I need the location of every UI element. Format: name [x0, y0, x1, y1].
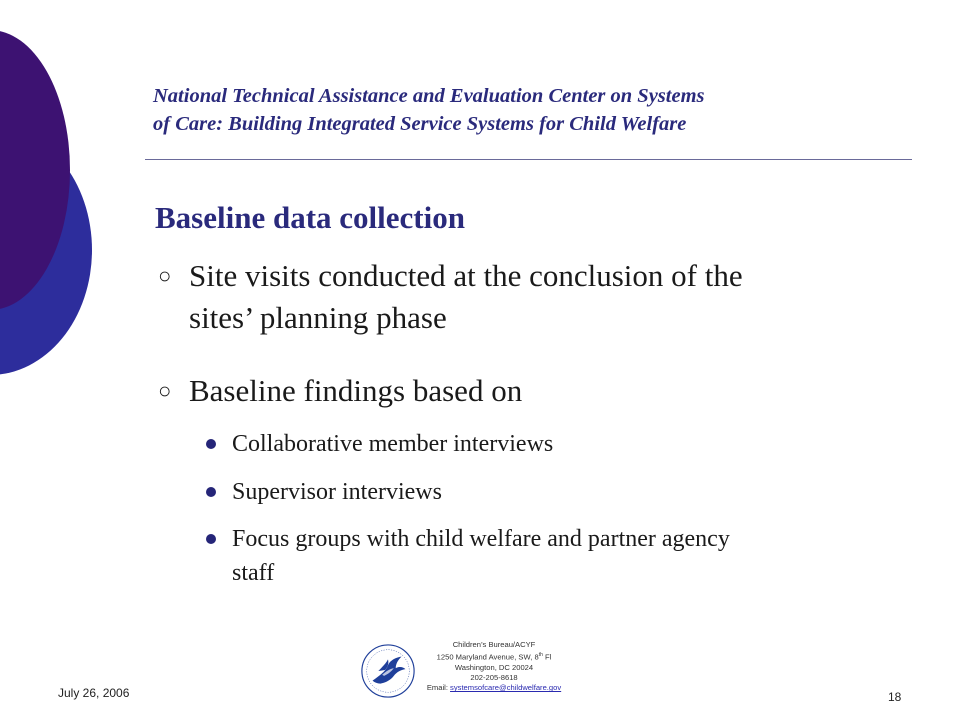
- slide-title: Baseline data collection: [155, 200, 465, 235]
- contact-info: [394, 640, 594, 694]
- contact-line4: 202-205-8618: [470, 673, 518, 683]
- contact-address-floor: Fl: [542, 652, 552, 662]
- bullet-line1: Baseline findings based on: [189, 373, 523, 408]
- sub-bullet-text-continued: staff: [232, 560, 275, 586]
- header-divider: [145, 159, 912, 160]
- sub-bullet-text: Collaborative member interviews: [232, 431, 554, 457]
- filled-circle-bullet-icon: [206, 439, 216, 449]
- bullet-item-baseline-findings: [158, 370, 898, 412]
- bullet-line2: sites’ planning phase: [189, 300, 447, 335]
- hollow-circle-bullet-icon: ○: [158, 263, 172, 288]
- email-label: Email:: [426, 683, 451, 693]
- header-title: [153, 82, 913, 138]
- sub-bullet-item: [206, 427, 906, 461]
- footer-date: July 26, 2006: [58, 686, 130, 700]
- bullet-item-site-visits: [158, 255, 898, 339]
- hollow-circle-bullet-icon: ○: [158, 378, 172, 403]
- email-link[interactable]: systemsofcare@childwelfare.gov: [450, 683, 562, 693]
- contact-line2: [394, 650, 594, 663]
- contact-address-sup: th: [538, 652, 543, 659]
- sub-bullet-text: Supervisor interviews: [232, 479, 442, 505]
- contact-line3: Washington, DC 20024: [454, 662, 534, 672]
- bullet-line1: Site visits conducted at the conclusion of the: [189, 258, 743, 293]
- header-title-line2: of Care: Building Integrated Service Systems for Child Welfare: [153, 113, 687, 135]
- sub-bullet-item: [206, 475, 906, 509]
- page-number: 18: [888, 690, 902, 704]
- contact-line1: Children’s Bureau/ACYF: [452, 640, 536, 649]
- sub-bullet-item: [206, 522, 906, 590]
- contact-address-street: 1250 Maryland Avenue, SW, 8: [436, 652, 539, 662]
- header-title-line1: National Technical Assistance and Evaluation Center on Systems: [153, 85, 705, 107]
- corner-decoration: [0, 0, 160, 400]
- sub-bullet-text: Focus groups with child welfare and partner agency: [232, 526, 730, 552]
- filled-circle-bullet-icon: [206, 487, 216, 497]
- contact-email: [394, 683, 594, 693]
- filled-circle-bullet-icon: [206, 534, 216, 544]
